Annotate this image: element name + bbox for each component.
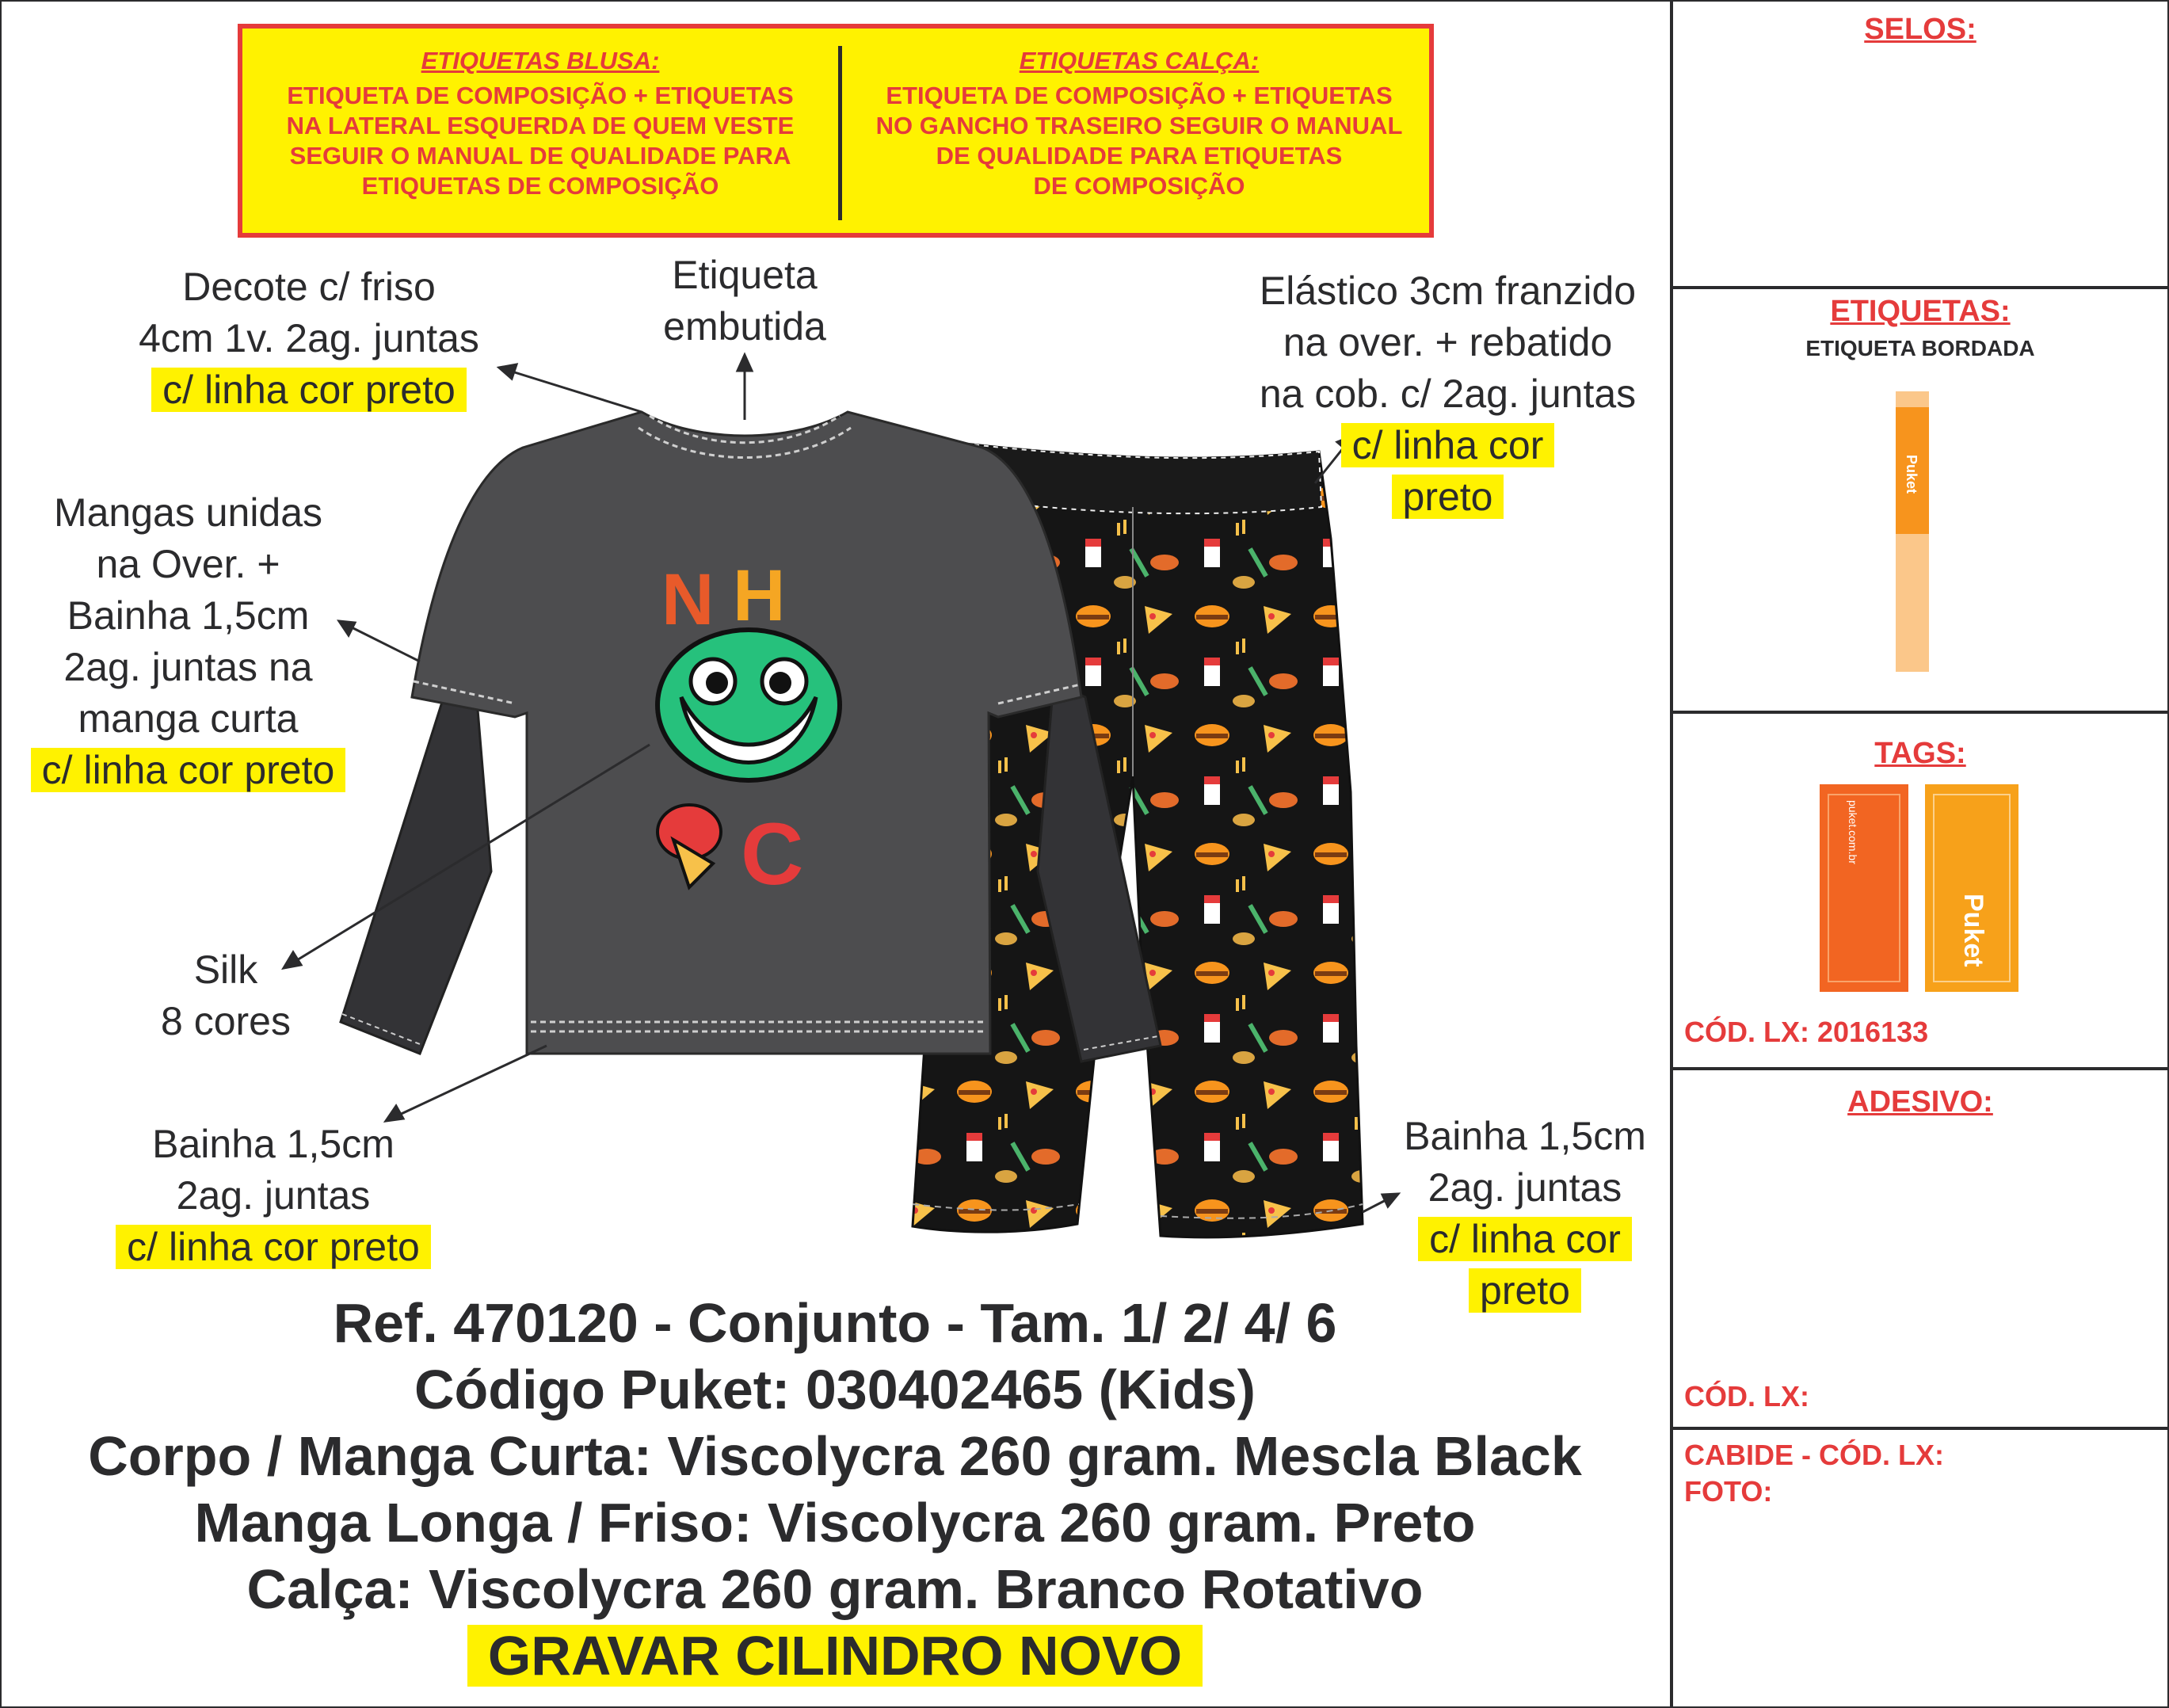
mangas-line1: Mangas unidas: [53, 490, 323, 535]
info-manga: Manga Longa / Friso: Viscolycra 260 gram. Preto: [194, 1492, 1476, 1554]
decote-line1: Decote c/ friso: [182, 265, 436, 309]
panel-etiqueta-bordada: ETIQUETA BORDADA: [1805, 336, 2035, 360]
hang-tag-front: [1925, 784, 2018, 992]
hang-tag-url: puket.com.br: [1847, 800, 1859, 864]
panel-tags-title: TAGS:: [1874, 737, 1966, 770]
elastico-highlight-1: c/ linha cor: [1341, 423, 1555, 467]
bainha-blusa-line1: Bainha 1,5cm: [152, 1122, 395, 1166]
annotation-etiqueta: [618, 250, 871, 353]
annotation-silk: [127, 944, 325, 1047]
mangas-line2: na Over. +: [96, 542, 280, 586]
panel-separator-4: [1672, 1427, 2169, 1430]
bainha-calca-highlight-2: preto: [1469, 1268, 1581, 1313]
elastico-highlight-2: preto: [1392, 475, 1504, 519]
annotation-mangas: [8, 487, 368, 796]
bainha-calca-highlight-1: c/ linha cor: [1418, 1217, 1632, 1261]
notice-blusa-text: ETIQUETA DE COMPOSIÇÃO + ETIQUETAS NA LATERAL ESQUERDA DE QUEM VESTE SEGUIR O MANUAL DE QUALIDADE PARA ETIQUETAS DE COMPOSIÇÃO: [286, 82, 795, 200]
info-gravar: GRAVAR CILINDRO NOVO: [467, 1625, 1203, 1687]
panel-separator-3: [1672, 1067, 2169, 1070]
mangas-line4: 2ag. juntas na: [63, 645, 313, 689]
bainha-blusa-highlight: c/ linha cor preto: [116, 1225, 431, 1269]
panel-tags-code: CÓD. LX: 2016133: [1684, 1016, 1929, 1048]
panel-adesivo-title: ADESIVO:: [1847, 1085, 1993, 1119]
elastico-line2: na over. + rebatido: [1283, 320, 1613, 364]
etiqueta-line2: embutida: [663, 304, 826, 349]
notice-calca-title: ETIQUETAS CALÇA:: [1019, 47, 1260, 74]
panel-etiquetas-title: ETIQUETAS:: [1830, 295, 2011, 328]
print-letter-n: N: [661, 559, 715, 640]
annotation-bainha-blusa: [71, 1119, 475, 1273]
etiqueta-line1: Etiqueta: [672, 253, 818, 297]
mangas-highlight: c/ linha cor preto: [31, 748, 346, 792]
mangas-line5: manga curta: [78, 696, 299, 741]
notice-blusa-title: ETIQUETAS BLUSA:: [421, 47, 660, 74]
info-ref: Ref. 470120 - Conjunto - Tam. 1/ 2/ 4/ 6: [333, 1292, 1337, 1354]
print-letter-h: H: [733, 555, 786, 636]
silk-line1: Silk: [193, 947, 258, 992]
mangas-line3: Bainha 1,5cm: [67, 593, 310, 638]
info-calca: Calça: Viscolycra 260 gram. Branco Rotativo: [246, 1558, 1424, 1620]
woven-label-brand: Puket: [1904, 455, 1919, 494]
print-letter-c: C: [741, 806, 804, 903]
silk-line2: 8 cores: [161, 999, 291, 1043]
panel-separator-2: [1672, 711, 2169, 714]
elastico-line1: Elástico 3cm franzido: [1259, 269, 1637, 313]
hang-tag-back: [1820, 784, 1908, 992]
bainha-calca-line1: Bainha 1,5cm: [1404, 1114, 1646, 1158]
info-codigo: Código Puket: 030402465 (Kids): [414, 1359, 1256, 1420]
panel-adesivo-code: CÓD. LX:: [1684, 1380, 1809, 1413]
bainha-calca-line2: 2ag. juntas: [1428, 1165, 1622, 1210]
panel-separator-1: [1672, 286, 2169, 289]
decote-highlight: c/ linha cor preto: [151, 368, 467, 412]
woven-label-image: [1896, 391, 1929, 672]
annotation-elastico: [1224, 265, 1672, 523]
info-corpo: Corpo / Manga Curta: Viscolycra 260 gram. Mescla Black: [88, 1425, 1582, 1487]
annotation-decote: [103, 261, 515, 416]
bainha-blusa-line2: 2ag. juntas: [176, 1173, 371, 1218]
panel-selos-title: SELOS:: [1864, 13, 1976, 46]
panel-divider: [1670, 0, 1673, 1708]
panel-cabide-code: CABIDE - CÓD. LX:: [1684, 1439, 1944, 1471]
decote-line2: 4cm 1v. 2ag. juntas: [139, 316, 479, 360]
notice-calca-text: ETIQUETA DE COMPOSIÇÃO + ETIQUETAS NO GANCHO TRASEIRO SEGUIR O MANUAL DE QUALIDADE PARA ETIQUETAS DE COMPOSIÇÃO: [875, 82, 1403, 200]
elastico-line3: na cob. c/ 2ag. juntas: [1259, 372, 1637, 416]
hang-tag-brand: Puket: [1958, 894, 1988, 967]
panel-foto: FOTO:: [1684, 1475, 1773, 1508]
annotation-bainha-calca: [1378, 1111, 1672, 1317]
